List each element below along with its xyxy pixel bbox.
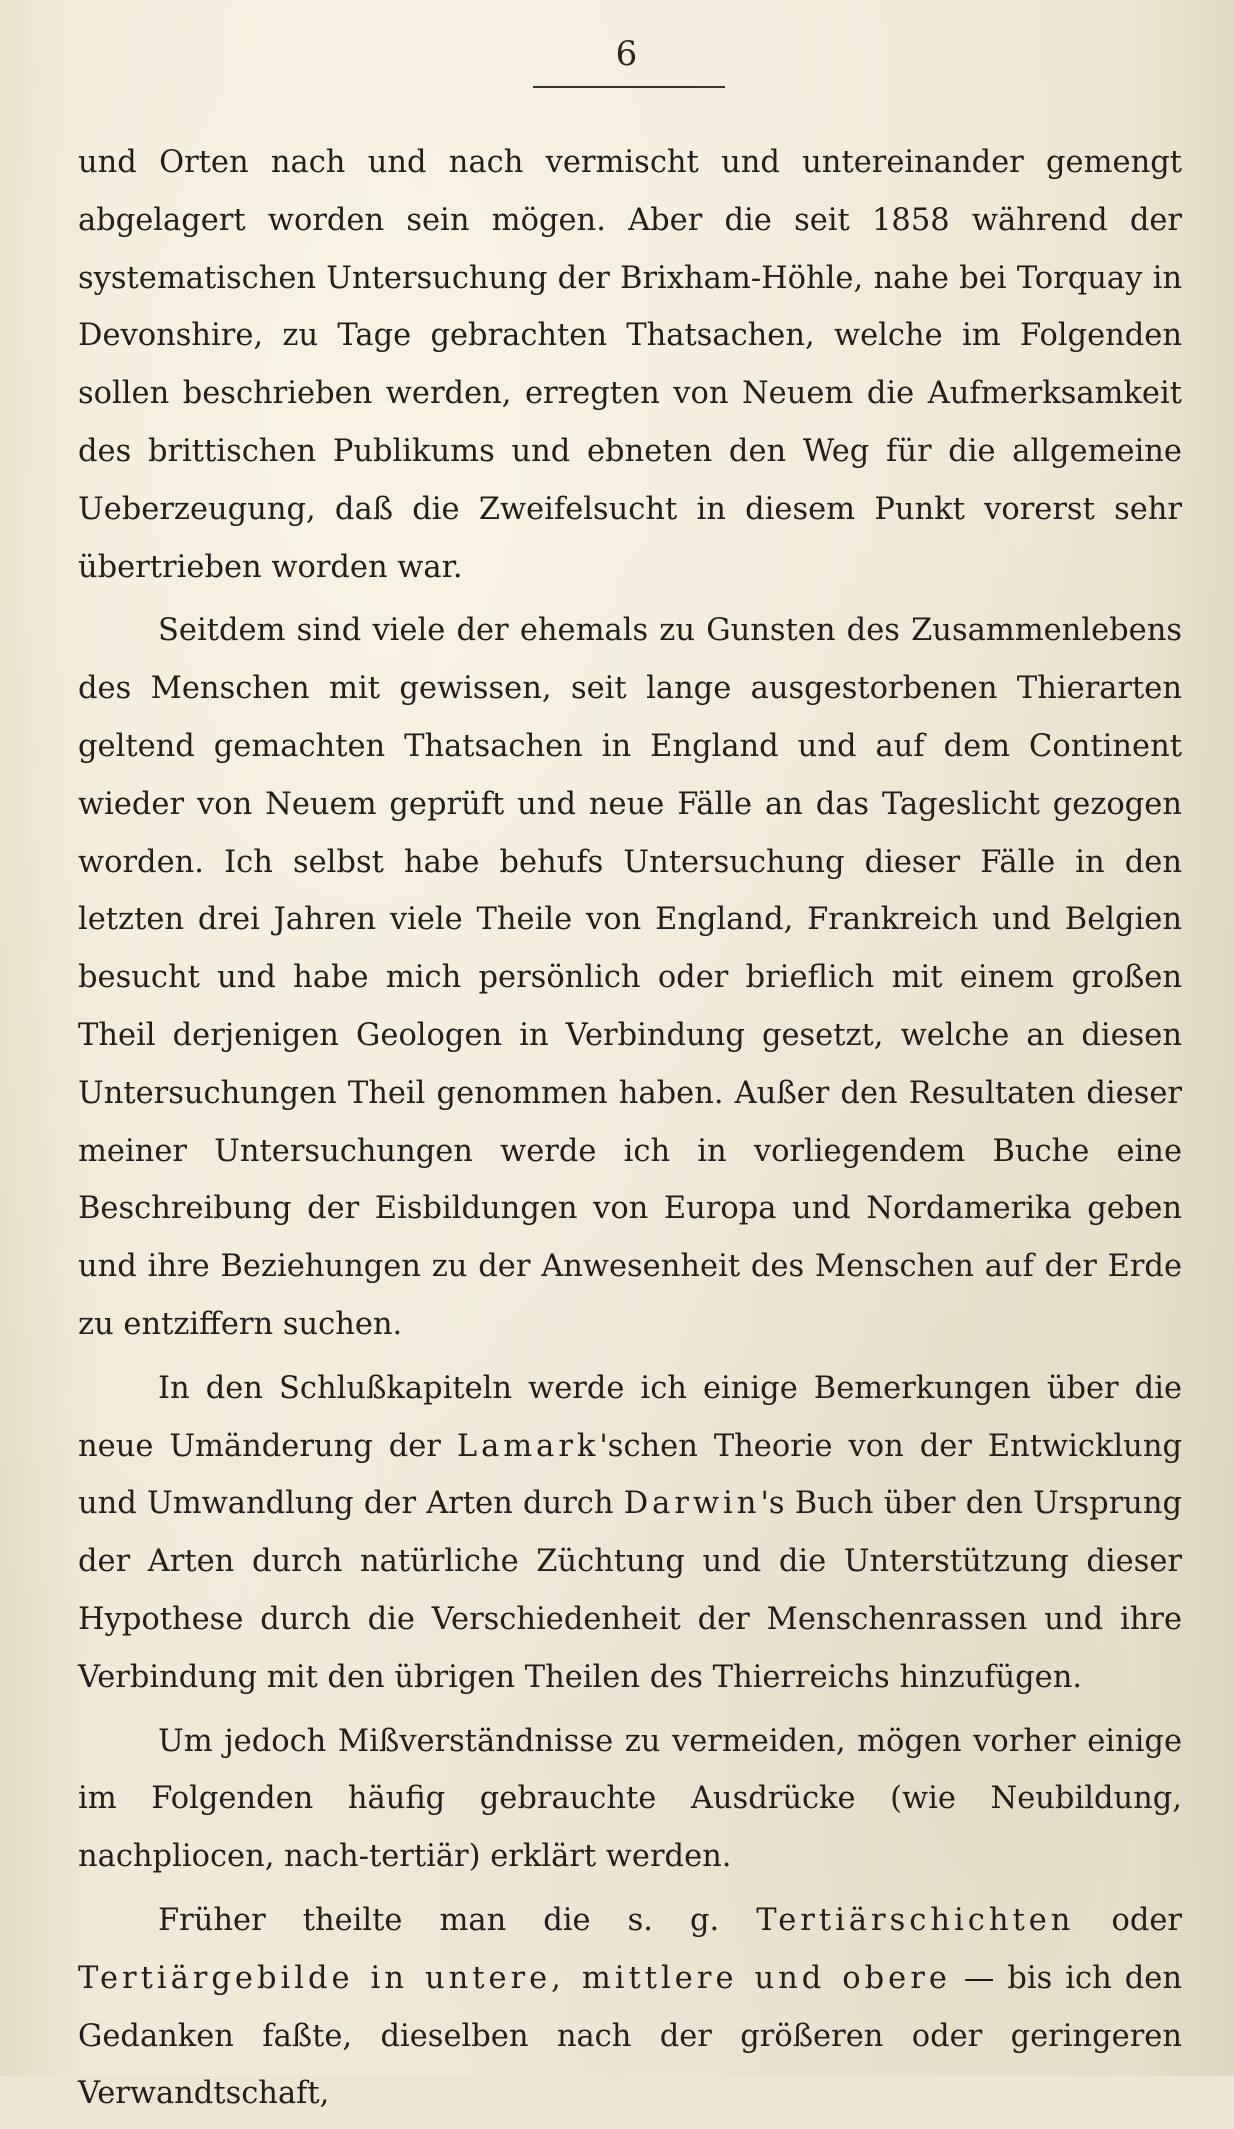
paragraph-3-text-c: 's Buch über den Ursprung der Arten durch natürliche Züchtung und die Unterstützung dieser Hypothese durch die Verschiedenheit der Menschenrassen und ihre Verbindung mit den übrigen Theilen des Thierreichs hinzufügen. — [78, 1486, 1182, 1695]
paragraph-3-text-a: In den Schlußkapiteln werde ich einige Bemerkungen über die neue Umänderung der — [78, 1370, 1182, 1464]
term-tertiaerschichten: Tertiärschichten — [756, 1902, 1075, 1938]
paragraph-5-text-c: — bis ich den Gedanken faßte, dieselben nach der größeren oder geringeren Verwandtschaft, — [78, 1960, 1182, 2112]
author-name-darwin: Darwin — [623, 1486, 761, 1522]
paragraph-4: Um jedoch Mißverständnisse zu vermeiden, mögen vorher einige im Folgenden häufig gebrauchte Ausdrücke (wie Neubildung, nachpliocen, nach-tertiär) erklärt werden. — [78, 1723, 1182, 1875]
paragraph-5-text-b: oder — [1074, 1902, 1182, 1938]
paragraph-5-text-a: Früher theilte man die s. g. — [158, 1902, 757, 1938]
page-number: 6 — [615, 34, 639, 74]
body-text — [78, 134, 1182, 2129]
paragraph-3-text-b: 'schen Theorie von der Entwicklung und Umwandlung der Arten durch — [78, 1428, 1182, 1522]
term-tertiaergebilde: Tertiärgebilde in untere, mittlere und obere — [78, 1960, 951, 1996]
header-rule — [533, 86, 725, 88]
paragraph-5 — [78, 1892, 1182, 2123]
paragraph-1: und Orten nach und nach vermischt und untereinander gemengt abgelagert worden sein mögen. Aber die seit 1858 während der systematischen Untersuchung der Brixham-Höhle, nahe bei Torquay in Devonshire, zu Tage gebrachten Thatsachen, welche im Folgenden sollen beschrieben werden, erregten von Neuem die Aufmerksamkeit des brittischen Publikums und ebneten den Weg für die allgemeine Ueberzeugung, daß die Zweifelsucht in diesem Punkt vorerst sehr übertrieben worden war. — [78, 145, 1182, 585]
paragraph-3 — [78, 1360, 1182, 1707]
paragraph-2: Seitdem sind viele der ehemals zu Gunsten des Zusammenlebens des Menschen mit gewissen, seit lange ausgestorbenen Thierarten geltend gemachten Thatsachen in England und auf dem Continent wieder von Neuem geprüft und neue Fälle an das Tageslicht gezogen worden. Ich selbst habe behufs Untersuchung dieser Fälle in den letzten drei Jahren viele Theile von England, Frankreich und Belgien besucht und habe mich persönlich oder brieflich mit einem großen Theil derjenigen Geologen in Verbindung gesetzt, welche an diesen Untersuchungen Theil genommen haben. Außer den Resultaten dieser meiner Untersuchungen werde ich in vorliegendem Buche eine Beschreibung der Eisbildungen von Europa und Nordamerika geben und ihre Beziehungen zu der Anwesenheit des Menschen auf der Erde zu entziffern suchen. — [78, 613, 1182, 1342]
author-name-lamark: Lamark — [456, 1428, 600, 1464]
